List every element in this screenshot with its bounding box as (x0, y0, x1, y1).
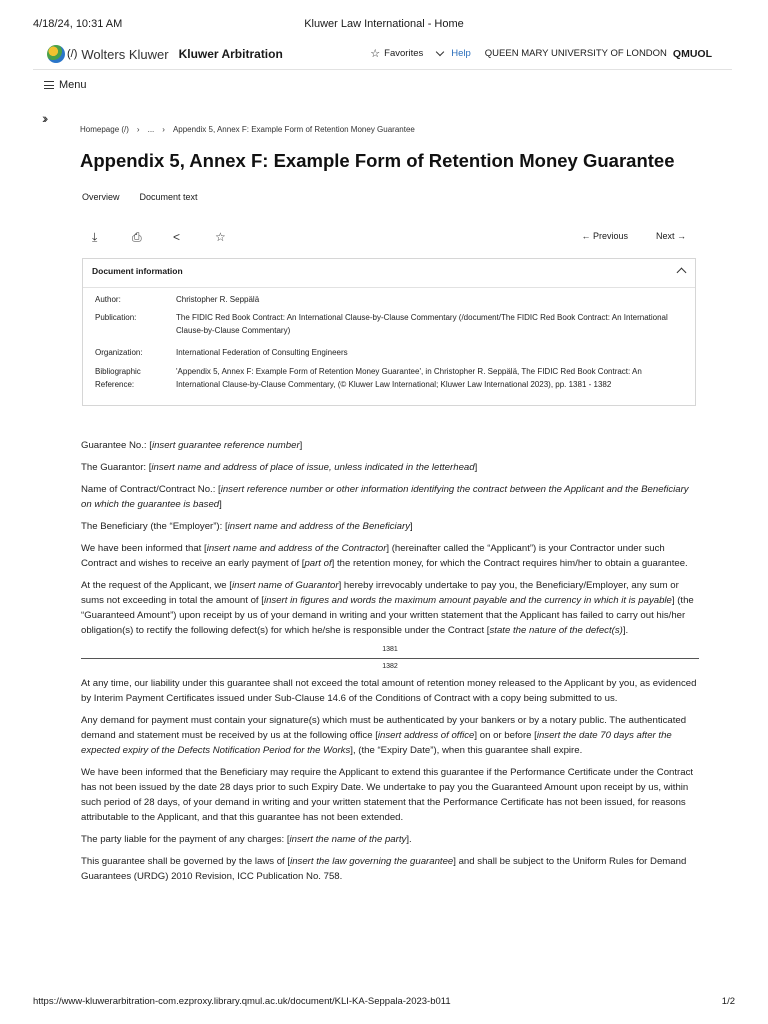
text-span: ] hereby irrevocably undertake to pay you, the Beneficiary/Employer, any sum or sums not exceeding in total the amount of [ (81, 580, 679, 606)
docinfo-label: Organization: (95, 348, 143, 357)
print-date: 4/18/24, 10:31 AM (33, 18, 123, 30)
expand-sidebar-icon[interactable]: ›› (42, 110, 46, 126)
docinfo-value: 'Appendix 5, Annex F: Example Form of Retention Money Guarantee', in Christopher R. Seppälä, The FIDIC Red Book Contract: An International Clause-by-Clause Commentary, (© Kluwer Law International; Kluwer Law International 2023), pp. 1381 - 1382 (176, 367, 642, 389)
governing-law-paragraph (81, 854, 699, 884)
extension-paragraph: We have been informed that the Beneficiary may require the Applicant to extend this guarantee if the Performance Certificate under the Contract has not been issued by the date 28 days prior to such Expiry Date. We undertake to pay you the Guaranteed Amount upon receipt by us, within such period of 28 days, of your demand in writing and your written statement that the Performance Certificate has not been issued, for reasons attributable to the Applicant, and that this guarantee has not been extended. (81, 767, 694, 823)
text-span: ] (hereinafter called the “Applicant”) is your Contractor under such Contract and wishes to receive an early payment of [ (81, 543, 665, 569)
institution-short-name: QMUOL (672, 47, 712, 60)
placeholder-text: insert the name of the party (289, 834, 407, 845)
placeholder-text: state the nature of the defect(s) (489, 625, 623, 636)
page-divider (81, 658, 699, 659)
guarantor-paragraph (81, 460, 699, 475)
liability-paragraph: At any time, our liability under this guarantee shall not exceed the total amount of retention money released to the Applicant by you, as evidenced by Interim Payment Certificates issued under Sub-Clause 14.6 of the Conditions of Contract with a copy being submitted to us. (81, 678, 697, 704)
page-title: Appendix 5, Annex F: Example Form of Retention Money Guarantee (80, 150, 675, 171)
docinfo-value: International Federation of Consulting Engineers (176, 348, 348, 357)
docinfo-label: Bibliographic Reference: (95, 367, 141, 389)
beneficiary-paragraph (81, 519, 699, 534)
text-span: ] (410, 521, 413, 532)
breadcrumb-separator: › (136, 125, 140, 134)
share-icon[interactable]: < (173, 230, 181, 244)
placeholder-text: insert address of office (377, 730, 475, 741)
menu-label: Menu (59, 79, 87, 91)
text-span: The Guarantor: [ (81, 462, 152, 473)
charges-paragraph (81, 832, 699, 847)
guarantee-number-paragraph (81, 438, 699, 453)
download-icon[interactable]: ⤓ (92, 230, 98, 244)
text-span: Any demand for payment must contain your signature(s) which must be authenticated by your bankers or by a notary public. The authenticated demand and statement must be received by us at the following office [ (81, 715, 687, 741)
placeholder-text: insert the law governing the guarantee (290, 856, 454, 867)
text-span: Guarantee No.: [ (81, 440, 152, 451)
brand-name: Wolters Kluwer (81, 46, 169, 62)
placeholder-text: insert name and address of the Beneficiary (227, 521, 411, 532)
placeholder-text: insert the date 70 days after the expected expiry of the Defects Notification Period for the Works (81, 730, 672, 756)
arrow-left-icon: ← (581, 231, 593, 241)
text-span: ] (299, 440, 303, 451)
applicant-paragraph (81, 541, 699, 571)
page-number: 1381 (382, 646, 398, 653)
text-span: ] (the “Guaranteed Amount”) upon receipt by us of your demand in writing and your written statement that the Applicant has failed to carry out his/her obligation(s) to rectify the following defect(s) for which he/she is responsible under the Contract [ (81, 595, 694, 636)
undertaking-paragraph (81, 578, 699, 638)
text-span: ] on or before [ (474, 730, 537, 741)
document-toolbar (82, 230, 696, 246)
breadcrumb-current: Appendix 5, Annex F: Example Form of Retention Money Guarantee (172, 125, 415, 134)
docinfo-label: Publication: (95, 313, 137, 322)
favorites-button[interactable] (370, 47, 423, 60)
arrow-right-icon: → (674, 231, 686, 241)
wolters-kluwer-globe-icon (47, 45, 65, 63)
star-icon: ☆ (370, 48, 381, 60)
text-span: Name of Contract/Contract No.: [ (81, 484, 221, 495)
print-page-number: 1/2 (721, 996, 735, 1007)
document-information-body (83, 287, 695, 389)
text-span: At the request of the Applicant, we [ (81, 580, 232, 591)
text-span: This guarantee shall be governed by the laws of [ (81, 856, 291, 867)
print-icon[interactable]: ⎙ (132, 230, 142, 244)
help-button[interactable] (437, 48, 471, 59)
next-button[interactable] (656, 231, 686, 241)
institution-name: QUEEN MARY UNIVERSITY OF LONDON (484, 48, 667, 59)
text-span: The party liable for the payment of any charges: [ (81, 834, 290, 845)
print-header (33, 18, 735, 32)
text-span: ] the retention money, for which the Contract requires him/her to obtain a guarantee. (331, 558, 688, 569)
breadcrumb-home-link[interactable]: Homepage (/) (80, 125, 129, 134)
page-break (81, 645, 699, 672)
text-span: ]. (622, 625, 629, 636)
print-url: https://www-kluwerarbitration-com.ezproxy.library.qmul.ac.uk/document/KLI-KA-Seppala-2023-b011 (33, 996, 451, 1007)
text-span: ], (the “Expiry Date”), when this guarantee shall expire. (350, 745, 583, 756)
help-label: Help (451, 48, 471, 59)
institution-account[interactable] (485, 48, 712, 60)
print-title: Kluwer Law International - Home (304, 18, 464, 30)
favorite-star-icon[interactable]: ☆ (215, 230, 226, 244)
logo-link-suffix: (/) (67, 48, 78, 60)
contract-paragraph (81, 482, 699, 512)
placeholder-text: insert reference number or other information identifying the contract between the Applicant and the Beneficiary on which the guarantee is based (81, 484, 689, 510)
breadcrumb-separator: › (162, 125, 165, 134)
text-span: ] (219, 499, 222, 510)
tab-overview[interactable]: Overview (82, 192, 120, 202)
previous-label: Previous (592, 231, 628, 241)
document-text (81, 438, 699, 891)
document-information-heading: Document information (92, 266, 183, 276)
text-span: ] (474, 462, 478, 473)
top-navigation-bar (33, 40, 732, 70)
text-span: ] and shall be subject to the Uniform Rules for Demand Guarantees (URDG) 2010 Revision, ICC Publication No. 758. (81, 856, 687, 882)
docinfo-label: Author: (95, 295, 121, 304)
placeholder-text: insert name and address of place of issue, unless indicated in the letterhead (151, 462, 475, 473)
placeholder-text: part of (304, 558, 332, 569)
text-span: The Beneficiary (the “Employer”): [ (81, 521, 228, 532)
demand-paragraph (81, 713, 699, 758)
product-name: Kluwer Arbitration (178, 47, 283, 61)
previous-button[interactable] (581, 231, 628, 241)
menu-button[interactable] (44, 79, 87, 91)
page-number: 1382 (382, 663, 398, 670)
chevron-down-icon (436, 47, 444, 55)
text-span: ]. (406, 834, 412, 845)
hamburger-icon (44, 81, 54, 89)
placeholder-text: insert name and address of the Contractor (206, 543, 387, 554)
print-footer (33, 996, 735, 1008)
document-information-panel (82, 258, 696, 406)
breadcrumb (80, 125, 415, 134)
placeholder-text: insert name of Guarantor (231, 580, 339, 591)
chevron-up-icon[interactable] (677, 268, 687, 278)
next-label: Next (655, 231, 675, 241)
text-span: We have been informed that [ (81, 543, 207, 554)
wolters-kluwer-logo-link[interactable] (47, 45, 283, 63)
tab-document-text[interactable]: Document text (139, 192, 198, 202)
placeholder-text: insert in figures and words the maximum amount payable and the currency in which it is payable (263, 595, 672, 606)
publication-link[interactable]: The FIDIC Red Book Contract: An International Clause-by-Clause Commentary (/document/The FIDIC Red Book Contract: An International Clause-by-Clause Commentary) (176, 313, 668, 335)
user-nav (356, 47, 712, 60)
favorites-label: Favorites (384, 48, 424, 59)
document-tabs (82, 192, 198, 202)
placeholder-text: insert guarantee reference number (151, 440, 300, 451)
docinfo-value: Christopher R. Seppälä (176, 295, 260, 304)
breadcrumb-ellipsis[interactable]: ... (147, 125, 155, 134)
